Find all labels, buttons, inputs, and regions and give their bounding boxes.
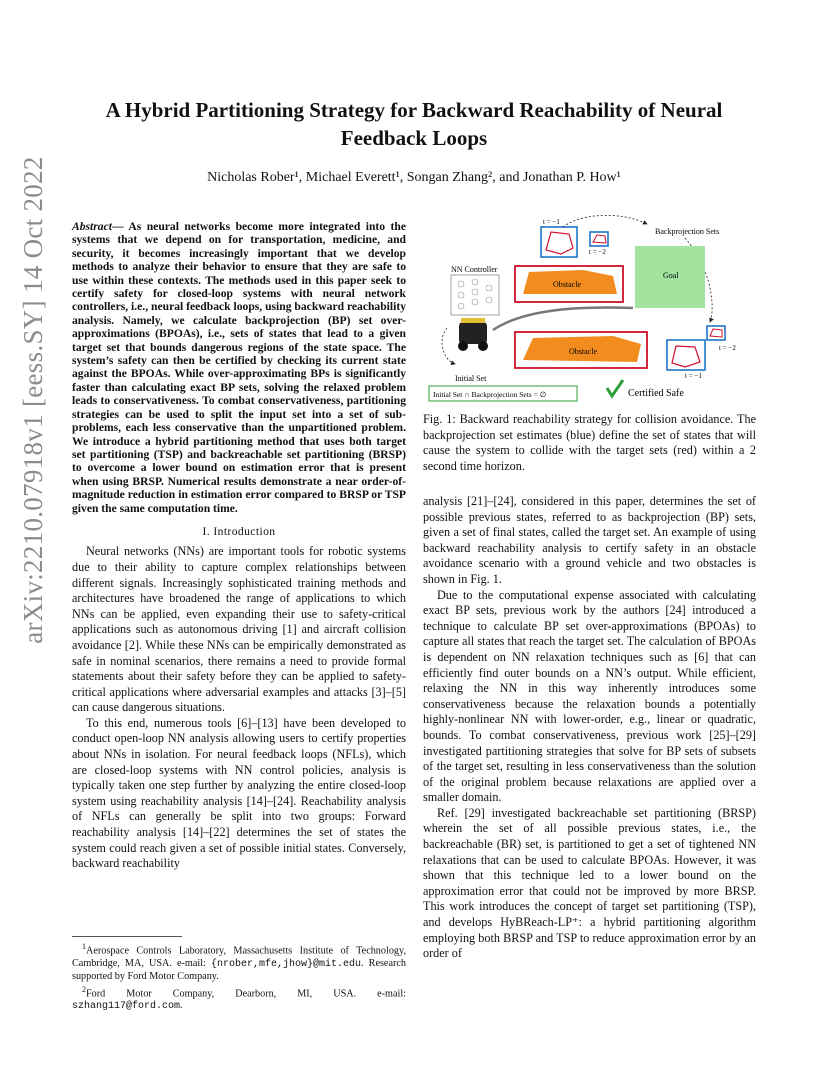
label-backprojection-sets: Backprojection Sets bbox=[655, 227, 720, 236]
abstract-lead: Abstract bbox=[72, 220, 112, 233]
nn-network-icon bbox=[458, 279, 492, 309]
intro-paragraph: To this end, numerous tools [6]–[13] have been developed to conduct open-loop NN analysis allowing users to certify properties about NNs in isolation. For neural feedback loops (NFLs), which are closed-loop systems with NN control policies, analysis is typically taken one step further by analyzing the entire closed-loop system using reachability analysis [14]–[24]. Reachability analysis of NFLs can generally be split into two groups: Forward reachability analysis [14]–[22] determines the set of states the system could reach given a set of possible initial states. Conversely, backward reachability bbox=[72, 715, 406, 871]
label-intersection: Initial Set ∩ Backprojection Sets = ∅ bbox=[433, 390, 547, 399]
right-paragraph: Ref. [29] investigated backreachable set partitioning (BRSP) wherein the set of all possible previous states, i.e., the backreachable (BR) set, is partitioned to get a set of tightened NN relaxations that can be used to calculate BPOAs. However, it was shown that this technique led to a lower bound on the approximation error that could not be improved by more BRSP. This work introduces the concept of target set partitioning (TSP), and develops HyBReach-LP⁺: a hybrid partitioning algorithm employing both BRSP and TSP to reduce approximation error by an order of bbox=[423, 805, 756, 961]
author-list: Nicholas Rober¹, Michael Everett¹, Songan Zhang², and Jonathan P. How¹ bbox=[207, 170, 621, 185]
robot-sensor-icon bbox=[461, 318, 485, 323]
label-obstacle-1: Obstacle bbox=[553, 280, 581, 289]
label-obstacle-2: Obstacle bbox=[569, 347, 597, 356]
abstract-text: — As neural networks become more integrated into the systems that we depend on for transportation, medicine, and security, it becomes increasingly important that we develop methods to analyze their behavior to ensure that they are safe to use within these contexts. The methods used in this paper seek to certify safety for closed-loop systems with neural network controllers, i.e., neural feedback loops, using backward reachability analysis. Namely, we calculate backprojection (BP) set over-approximations (BPOAs), i.e., sets of states that lead to a given target set that bounds dangerous regions of the state space. The system’s safety can then be certified by checking its current state against the BPOAs. While over-approximating BPs is significantly faster than calculating exact BP sets, solving the relaxed problem leads to conservativeness. To combat conservativeness, partitioning strategies can be used to split the input set into a set of sub-problems, each less conservative than the unpartitioned problem. We introduce a hybrid partitioning method that uses both target set partitioning (TSP) and backreachable set partitioning (BRSP) to overcome a lower bound on estimation error that is present when using BRSP. Numerical results demonstrate a near order-of-magnitude reduction in estimation error compared to BRSP or TSP given the same computation time. bbox=[72, 220, 406, 515]
exact-bp-shape bbox=[546, 232, 573, 254]
footnote-1-text: Aerospace Controls Laboratory, Massachusetts Institute of Technology, Cambridge, MA, USA. e-mail: bbox=[72, 945, 406, 969]
figure-1-diagram bbox=[423, 210, 756, 405]
exact-bp-shape-right bbox=[672, 346, 700, 367]
intro-paragraph: Neural networks (NNs) are important tools for robotic systems due to their ability to capture complex relationships between different signals. Increasingly sophisticated training methods and architectures have broadened the range of applications to which NNs can be applied, even expanding their use to safety-critical applications such as autonomous driving [1] and aircraft collision avoidance [2]. While these NNs can be empirically demonstrated as safe in nominal scenarios, there remains a need to provide formal statements about their safety before they can be applied to safety-critical applications where adversarial examples and attacks [3]–[5] can cause dangerous situations. bbox=[72, 544, 406, 715]
label-t-minus-2-right: t = −2 bbox=[719, 344, 736, 352]
footnote-2: $^2$Ford Motor Company, Dearborn, MI, USA. e-mail: szhang117@ford.com. bbox=[72, 984, 406, 1013]
footnote-2-text: Ford Motor Company, Dearborn, MI, USA. e-mail: bbox=[86, 988, 406, 999]
figure-1 bbox=[423, 210, 756, 405]
robot-vehicle-icon bbox=[459, 322, 487, 344]
robot-wheel-icon bbox=[458, 341, 468, 351]
intro-body bbox=[72, 544, 406, 871]
label-t-minus-2-top: t = −2 bbox=[589, 248, 606, 256]
left-column bbox=[72, 220, 406, 872]
exact-bp-shape-small bbox=[593, 235, 606, 243]
trajectory-path bbox=[493, 308, 633, 330]
dashed-arrow-top bbox=[563, 215, 647, 227]
backprojection-set-t1-right bbox=[667, 340, 705, 370]
label-t-minus-1-right: t = −1 bbox=[685, 372, 702, 380]
right-paragraph: Due to the computational expense associated with calculating exact BP sets, previous work by the authors [24] introduced a technique to calculate BP set over-approximations (BPOAs) to capture all states that reach the target set. The calculation of BPOAs is dependent on NN relaxation techniques such as [6] that can efficiently find outer bounds on a NN’s output. While efficient, relaxing the NN in this way inherently introduces some conservativeness because the relaxation bounds a potentially highly-nonlinear NN with lower-order, e.g., linear or quadratic, bounds. To combat conservativeness, previous work [25]–[29] investigated partitioning strategies that solve for BP sets of subsets of the target set, resulting in less conservativeness than the solution of the original problem because relaxations are applied over a smaller domain. bbox=[423, 587, 756, 805]
footnote-2-tail: . bbox=[180, 1000, 183, 1012]
figure-caption: Fig. 1: Backward reachability strategy for collision avoidance. The backprojection set estimates (blue) define the set of states that will cause the system to collide with the target sets (red) within a 2 second time horizon. bbox=[423, 412, 756, 473]
right-paragraph: analysis [21]–[24], considered in this paper, determines the set of possible previous states, referred to as backprojection (BP) sets, given a set of final states, called the target set. An example of using backward reachability analysis to certify safety in an obstacle avoidance scenario with a ground vehicle and two obstacles is shown in Fig. 1. bbox=[423, 494, 756, 586]
label-goal: Goal bbox=[663, 271, 679, 280]
label-certified-safe: Certified Safe bbox=[628, 388, 684, 399]
label-t-minus-1-top: t = −1 bbox=[543, 218, 560, 226]
right-column-body bbox=[423, 494, 756, 962]
abstract bbox=[72, 220, 406, 515]
footnote-rule bbox=[72, 936, 182, 937]
checkmark-icon bbox=[607, 380, 623, 396]
label-initial-set: Initial Set bbox=[455, 374, 487, 383]
paper-title: A Hybrid Partitioning Strategy for Backward Reachability of Neural Feedback Loops bbox=[105, 98, 723, 150]
robot-wheel-icon bbox=[478, 341, 488, 351]
exact-bp-shape-small-right bbox=[710, 329, 722, 337]
dashed-arrow-initial bbox=[442, 328, 455, 364]
section-heading: I. Introduction bbox=[202, 524, 276, 538]
footnote-1-email[interactable]: {nrober,mfe,jhow}@mit.edu bbox=[210, 958, 361, 970]
footnote-1: $^1$Aerospace Controls Laboratory, Massachusetts Institute of Technology, Cambridge, MA, USA. e-mail: {nrober,mfe,jhow}@mit.edu. Research supported by Ford Motor Company. bbox=[72, 942, 406, 983]
footnote-1-tail: . Research supported by Ford Motor Company. bbox=[72, 957, 406, 983]
footnote-2-email[interactable]: szhang117@ford.com bbox=[72, 1001, 181, 1013]
label-nn-controller: NN Controller bbox=[451, 265, 498, 274]
footnotes bbox=[72, 936, 406, 1014]
arxiv-identifier[interactable]: arXiv:2210.07918v1 [eess.SY] 14 Oct 2022 bbox=[18, 156, 48, 644]
